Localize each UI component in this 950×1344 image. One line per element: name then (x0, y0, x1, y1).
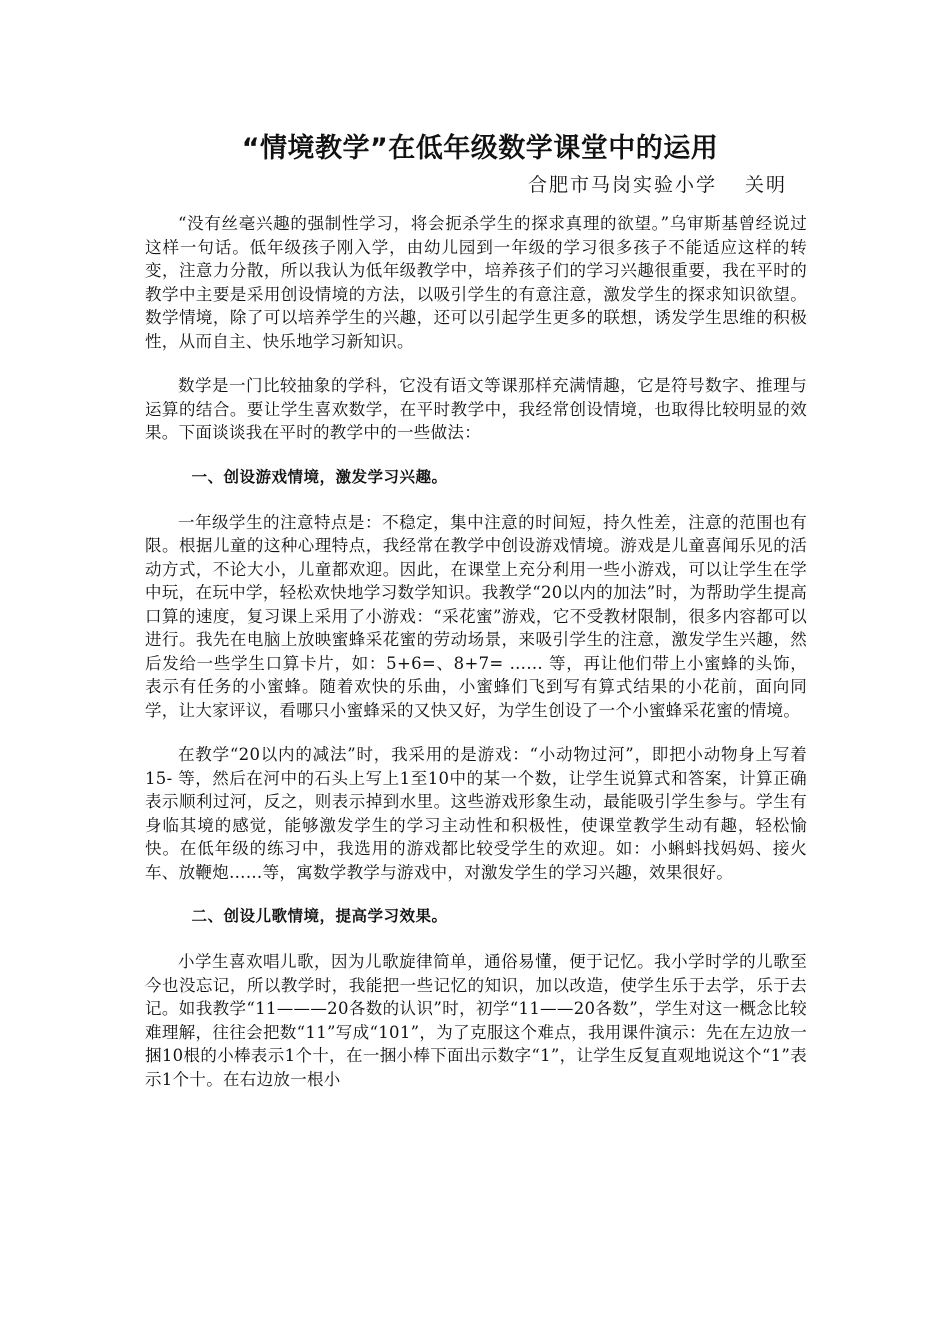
section-heading: 二、创设儿歌情境，提高学习效果。 (191, 907, 448, 925)
body-paragraph: 在教学“20以内的减法”时，我采用的是游戏：“小动物过河”，即把小动物身上写着 15- 等，然后在河中的石头上写上1至10中的某一个数，让学生说算式和答案，计算正确表示顺利过河，反之，则表示掉到水里。这些游戏形象生动，最能吸引学生参与。学生有身临其境的感觉，能够激发学生的学习主动性和积极性，使课堂教学生动有趣，轻松愉快。在低年级的练习中，我选用的游戏都比较受学生的欢迎。如：小蝌蚪找妈妈、接火车、放鞭炮……等，寓数学教学与游戏中，对激发学生的学习兴趣，效果很好。 (145, 745, 807, 882)
document-page (145, 128, 807, 1112)
document-title: “情境教学”在低年级数学课堂中的运用 (241, 133, 719, 164)
body-paragraph: 小学生喜欢唱儿歌，因为儿歌旋律简单，通俗易懂，便于记忆。我小学时学的儿歌至今也没忘记，所以教学时，我能把一些记忆的知识，加以改造，使学生乐于去学，乐于去记。如我教学“11———20各数的认识”时，初学“11——20各数”，学生对这一概念比较难理解，往往会把数“11”写成“101”，为了克服这个难点，我用课件演示：先在左边放一捆10根的小棒表示1个十，在一捆小棒下面出示数字“1”，让学生反复直观地说这个“1”表示1个十。在右边放一根小 (145, 952, 807, 1089)
body-paragraph: 一年级学生的注意特点是：不稳定，集中注意的时间短，持久性差，注意的范围也有限。根据儿童的这种心理特点，我经常在教学中创设游戏情境。游戏是儿童喜闻乐见的活动方式，不论大小，儿童都欢迎。因此，在课堂上充分利用一些小游戏，可以让学生在学中玩，在玩中学，轻松欢快地学习数学知识。我教学“20以内的加法”时，为帮助学生提高口算的速度，复习课上采用了小游戏：“采花蜜”游戏，它不受教材限制，很多内容都可以进行。我先在电脑上放映蜜蜂采花蜜的劳动场景，来吸引学生的注意，激发学生兴趣，然后发给一些学生口算卡片，如：5+6=、8+7= …… 等，再让他们带上小蜜蜂的头饰，表示有任务的小蜜蜂。随着欢快的乐曲，小蜜蜂们飞到写有算式结果的小花前，面向同学，让大家评议，看哪只小蜜蜂采的又快又好，为学生创设了一个小蜜蜂采花蜜的情境。 (145, 512, 807, 720)
section-heading: 一、创设游戏情境，激发学习兴趣。 (191, 467, 448, 486)
body-paragraph: “没有丝毫兴趣的强制性学习，将会扼杀学生的探求真理的欲望。”乌审斯基曾经说过这样一句话。低年级孩子刚入学，由幼儿园到一年级的学习很多孩子不能适应这样的转变，注意力分散，所以我认为低年级教学中，培养孩子们的学习兴趣很重要，我在平时的教学中主要是采用创设情境的方法，以吸引学生的有意注意，激发学生的探求知识欲望。数学情境，除了可以培养学生的兴趣，还可以引起学生更多的联想，诱发学生思维的积极性，从而自主、快乐地学习新知识。 (145, 214, 807, 351)
byline (145, 170, 787, 200)
body-paragraph: 数学是一门比较抽象的学科，它没有语文等课那样充满情趣，它是符号数字、推理与运算的结合。要让学生喜欢数学，在平时教学中，我经常创设情境，也取得比较明显的效果。下面谈谈我在平时的教学中的一些做法： (145, 376, 807, 442)
affiliation: 合肥市马岗实验小学 (527, 174, 717, 196)
author-name: 关明 (744, 174, 787, 196)
